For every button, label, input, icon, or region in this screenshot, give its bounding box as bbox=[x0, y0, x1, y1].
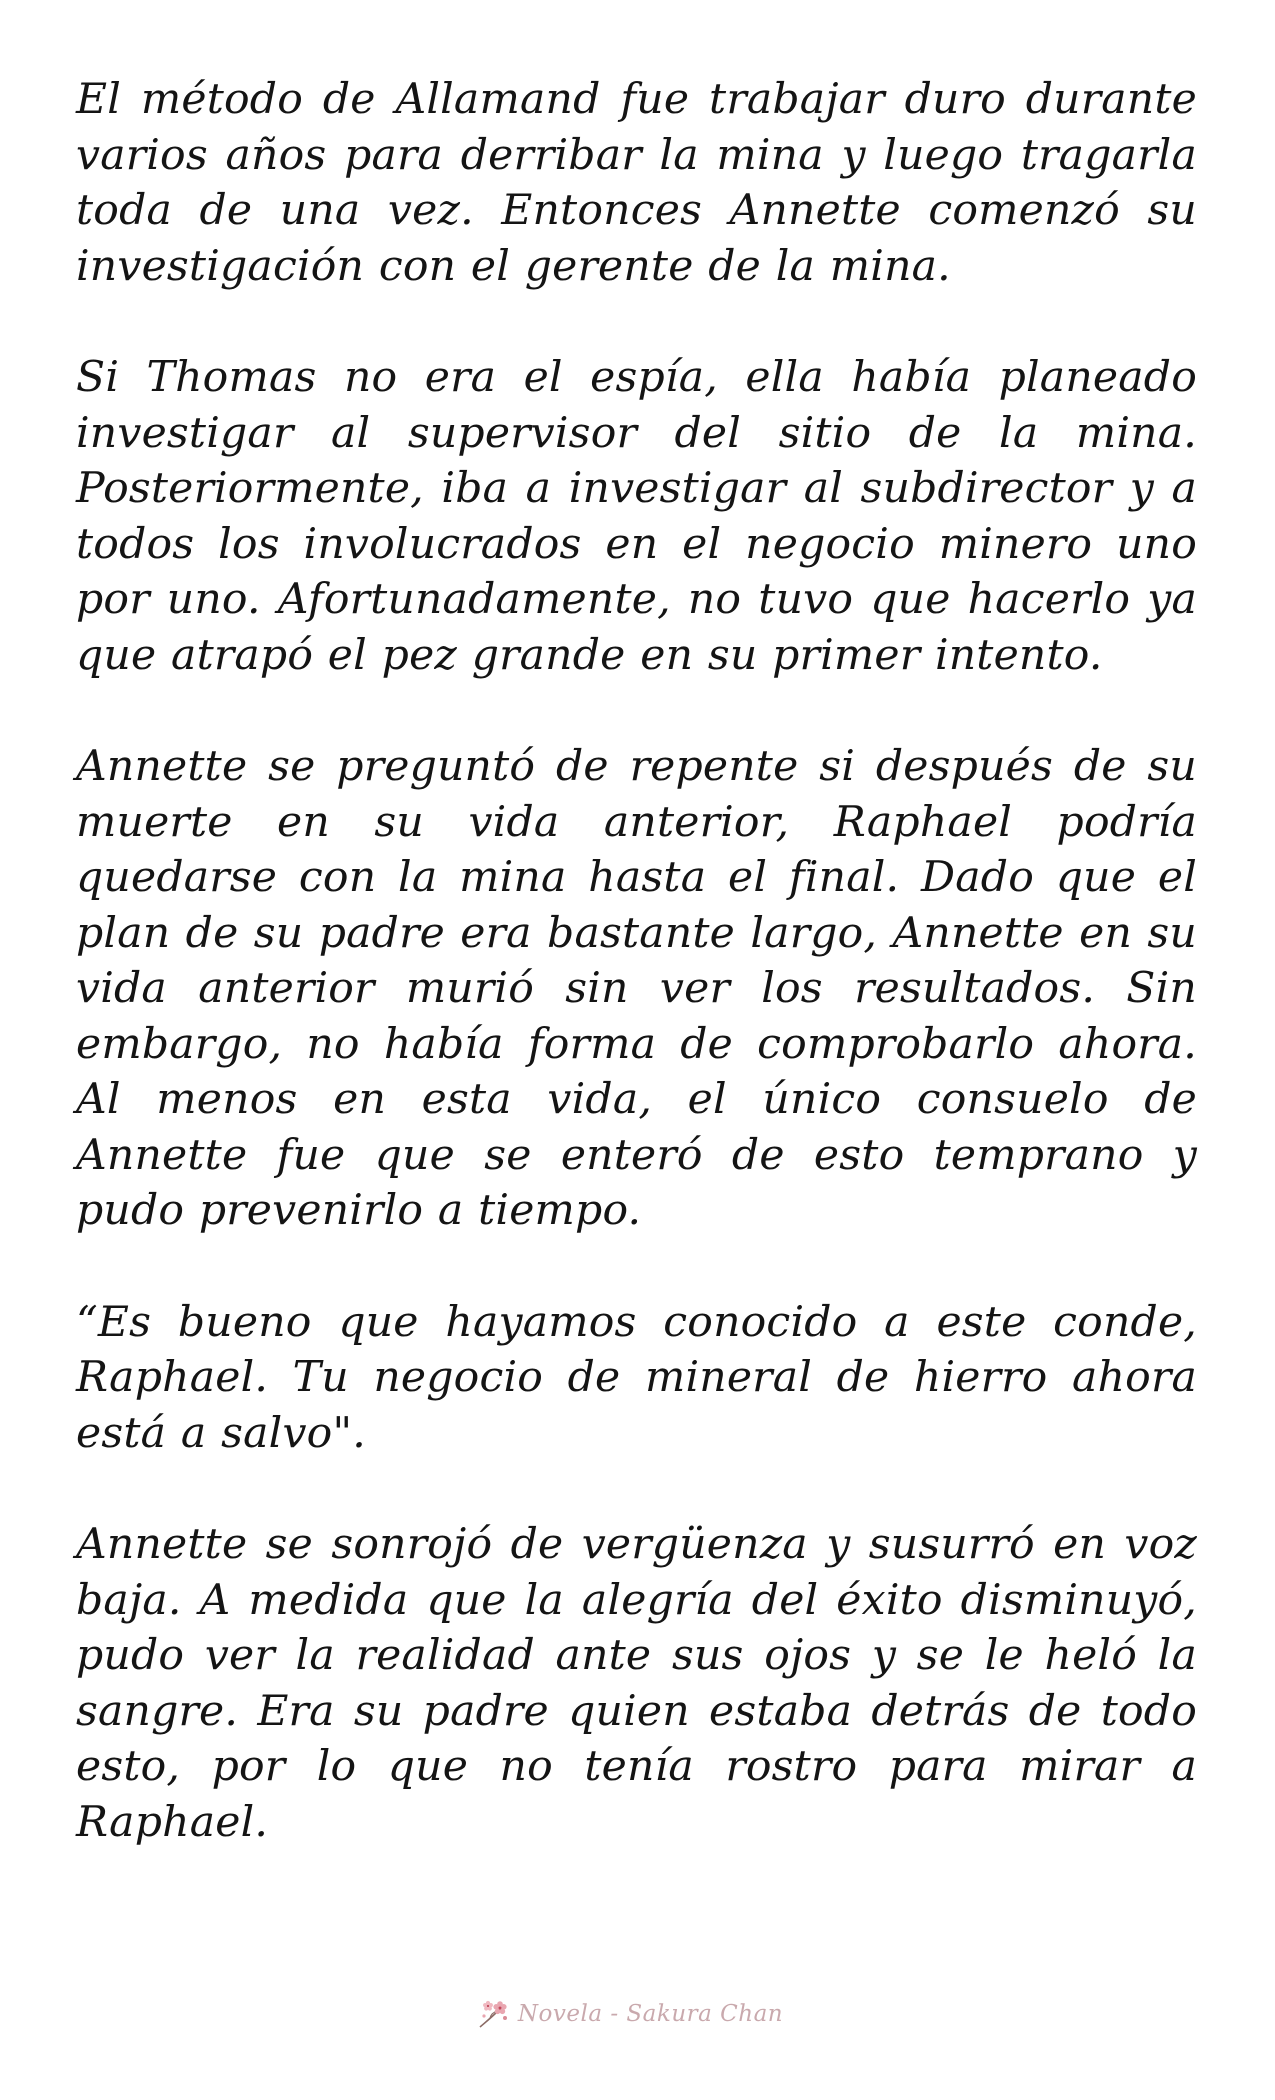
watermark-text: Novela - Sakura Chan bbox=[517, 2001, 784, 2027]
paragraph-4: “Es bueno que hayamos conocido a este conde, Raphael. Tu negocio de mineral de hierro ahora está a salvo". bbox=[76, 1297, 1197, 1458]
watermark-group bbox=[478, 1997, 783, 2031]
paragraph-5: Annette se sonrojó de vergüenza y susurró en voz baja. A medida que la alegría del éxito disminuyó, pudo ver la realidad ante sus ojos y se le heló la sangre. Era su padre quien estaba detrás de todo esto, por lo que no tenía rostro para mirar a Raphael. bbox=[76, 1520, 1197, 1847]
paragraph-1: El método de Allamand fue trabajar duro durante varios años para derribar la mina y luego tragarla toda de una vez. Entonces Annette comenzó su investigación con el gerente de la mina. bbox=[76, 75, 1197, 291]
paragraph-3: Annette se preguntó de repente si después de su muerte en su vida anterior, Raphael podría quedarse con la mina hasta el final. Dado que el plan de su padre era bastante largo, Annette en su vida anterior murió sin ver los resultados. Sin embargo, no había forma de comprobarlo ahora. Al menos en esta vida, el único consuelo de Annette fue que se enteró de esto temprano y pudo prevenirlo a tiempo. bbox=[76, 742, 1197, 1235]
watermark bbox=[0, 1990, 1275, 2038]
cherry-blossom-icon bbox=[478, 1997, 512, 2031]
paragraph-2: Si Thomas no era el espía, ella había planeado investigar al supervisor del sitio de la mina. Posteriormente, iba a investigar al subdirector y a todos los involucrados en el negocio minero uno por uno. Afortunadamente, no tuvo que hacerlo ya que atrapó el pez grande en su primer intento. bbox=[76, 353, 1197, 680]
